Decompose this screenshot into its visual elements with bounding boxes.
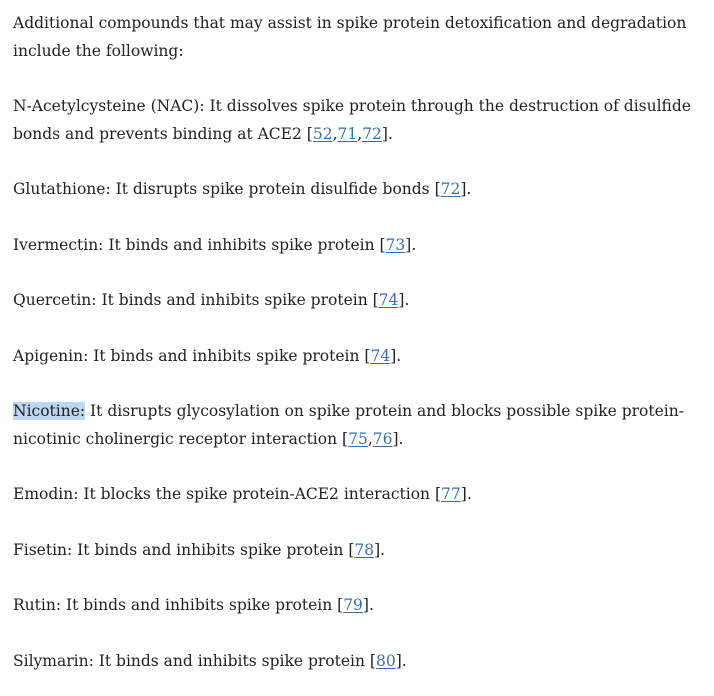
citation-close-bracket: ] [392, 429, 399, 448]
citation-close-bracket: ] [460, 485, 467, 503]
citation-close-bracket: ] [405, 235, 412, 254]
citation-open-bracket: [ [342, 429, 349, 448]
citation-link[interactable]: 52 [312, 124, 333, 143]
sentence-end: . [380, 540, 386, 559]
citation-close-bracket: ] [390, 346, 397, 365]
compound-description: It disrupts glycosylation on spike protein and blocks possible spike protein-nicotinic cholinergic receptor interaction [13, 402, 684, 448]
sentence-end: . [466, 180, 472, 198]
compound-description: It binds and inhibits spike protein [61, 596, 338, 614]
compound-paragraph [13, 287, 709, 315]
sentence-end: . [411, 235, 417, 254]
compound-paragraph [13, 592, 709, 620]
compound-name: Rutin: [13, 596, 62, 614]
sentence-end: . [396, 346, 402, 365]
citation-separator: , [357, 124, 363, 143]
citation-separator: , [332, 124, 338, 143]
compound-name: Glutathione: [13, 180, 111, 198]
sentence-end: . [387, 124, 393, 143]
citation-close-bracket: ] [395, 651, 402, 670]
citation-separator: , [367, 429, 373, 448]
compound-description: It blocks the spike protein-ACE2 interaction [78, 485, 435, 503]
compound-name: Silymarin: [13, 651, 94, 670]
compound-list [13, 93, 709, 675]
citation-link[interactable]: 80 [375, 651, 396, 670]
citation-close-bracket: ] [398, 291, 405, 309]
citation-open-bracket: [ [379, 235, 386, 254]
citation-link[interactable]: 72 [440, 180, 461, 198]
compound-description: It disrupts spike protein disulfide bonds [110, 180, 435, 198]
compound-description: It binds and inhibits spike protein [93, 651, 370, 670]
citation-link[interactable]: 75 [348, 429, 368, 448]
citation-link[interactable]: 73 [385, 235, 406, 254]
compound-paragraph [13, 176, 709, 204]
compound-paragraph [13, 481, 709, 509]
compound-description: It binds and inhibits spike protein [96, 291, 373, 309]
citation-open-bracket: [ [364, 346, 371, 365]
compound-name: Apigenin: [13, 346, 89, 365]
citation-link[interactable]: 74 [370, 346, 391, 365]
sentence-end: . [404, 291, 410, 309]
citation-open-bracket: [ [337, 596, 344, 614]
sentence-end: . [368, 596, 374, 614]
compound-name: Fisetin: [13, 540, 73, 559]
citation-open-bracket: [ [434, 485, 442, 503]
compound-paragraph [13, 232, 709, 260]
citation-link[interactable]: 78 [354, 540, 375, 559]
citation-close-bracket: ] [460, 180, 467, 198]
sentence-end: . [466, 485, 472, 503]
compound-paragraph [13, 398, 709, 453]
compound-paragraph [13, 93, 709, 148]
citation-link[interactable]: 72 [362, 124, 382, 143]
compound-name: Ivermectin: [13, 235, 104, 254]
intro-paragraph: Additional compounds that may assist in spike protein detoxification and degradation include the following: [13, 14, 687, 60]
citation-link[interactable]: 71 [337, 124, 358, 143]
citation-open-bracket: [ [369, 651, 376, 670]
citation-link[interactable]: 79 [343, 596, 363, 614]
compound-paragraph [13, 648, 709, 676]
citation-open-bracket: [ [348, 540, 355, 559]
compound-name: Quercetin: [13, 291, 97, 309]
citation-close-bracket: ] [362, 596, 369, 614]
compound-description: It dissolves spike protein through the destruction of disulfide bonds and prevents binding at ACE2 [13, 97, 691, 143]
compound-description: It binds and inhibits spike protein [72, 540, 349, 559]
compound-paragraph [13, 537, 709, 565]
compound-description: It binds and inhibits spike protein [88, 346, 365, 365]
citation-open-bracket: [ [434, 180, 441, 198]
sentence-end: . [401, 651, 407, 670]
compound-name: Emodin: [13, 485, 79, 503]
compound-name[interactable]: Nicotine: [13, 402, 86, 420]
citation-open-bracket: [ [372, 291, 379, 309]
citation-close-bracket: ] [374, 540, 381, 559]
citation-link[interactable]: 77 [441, 485, 461, 503]
sentence-end: . [398, 429, 404, 448]
citation-link[interactable]: 76 [372, 429, 393, 448]
compound-description: It binds and inhibits spike protein [103, 235, 380, 254]
compound-name: N-Acetylcysteine (NAC): [13, 97, 205, 115]
citation-close-bracket: ] [381, 124, 388, 143]
article-body [13, 10, 709, 675]
citation-link[interactable]: 74 [378, 291, 399, 309]
compound-paragraph [13, 343, 709, 371]
citation-open-bracket: [ [306, 124, 313, 143]
